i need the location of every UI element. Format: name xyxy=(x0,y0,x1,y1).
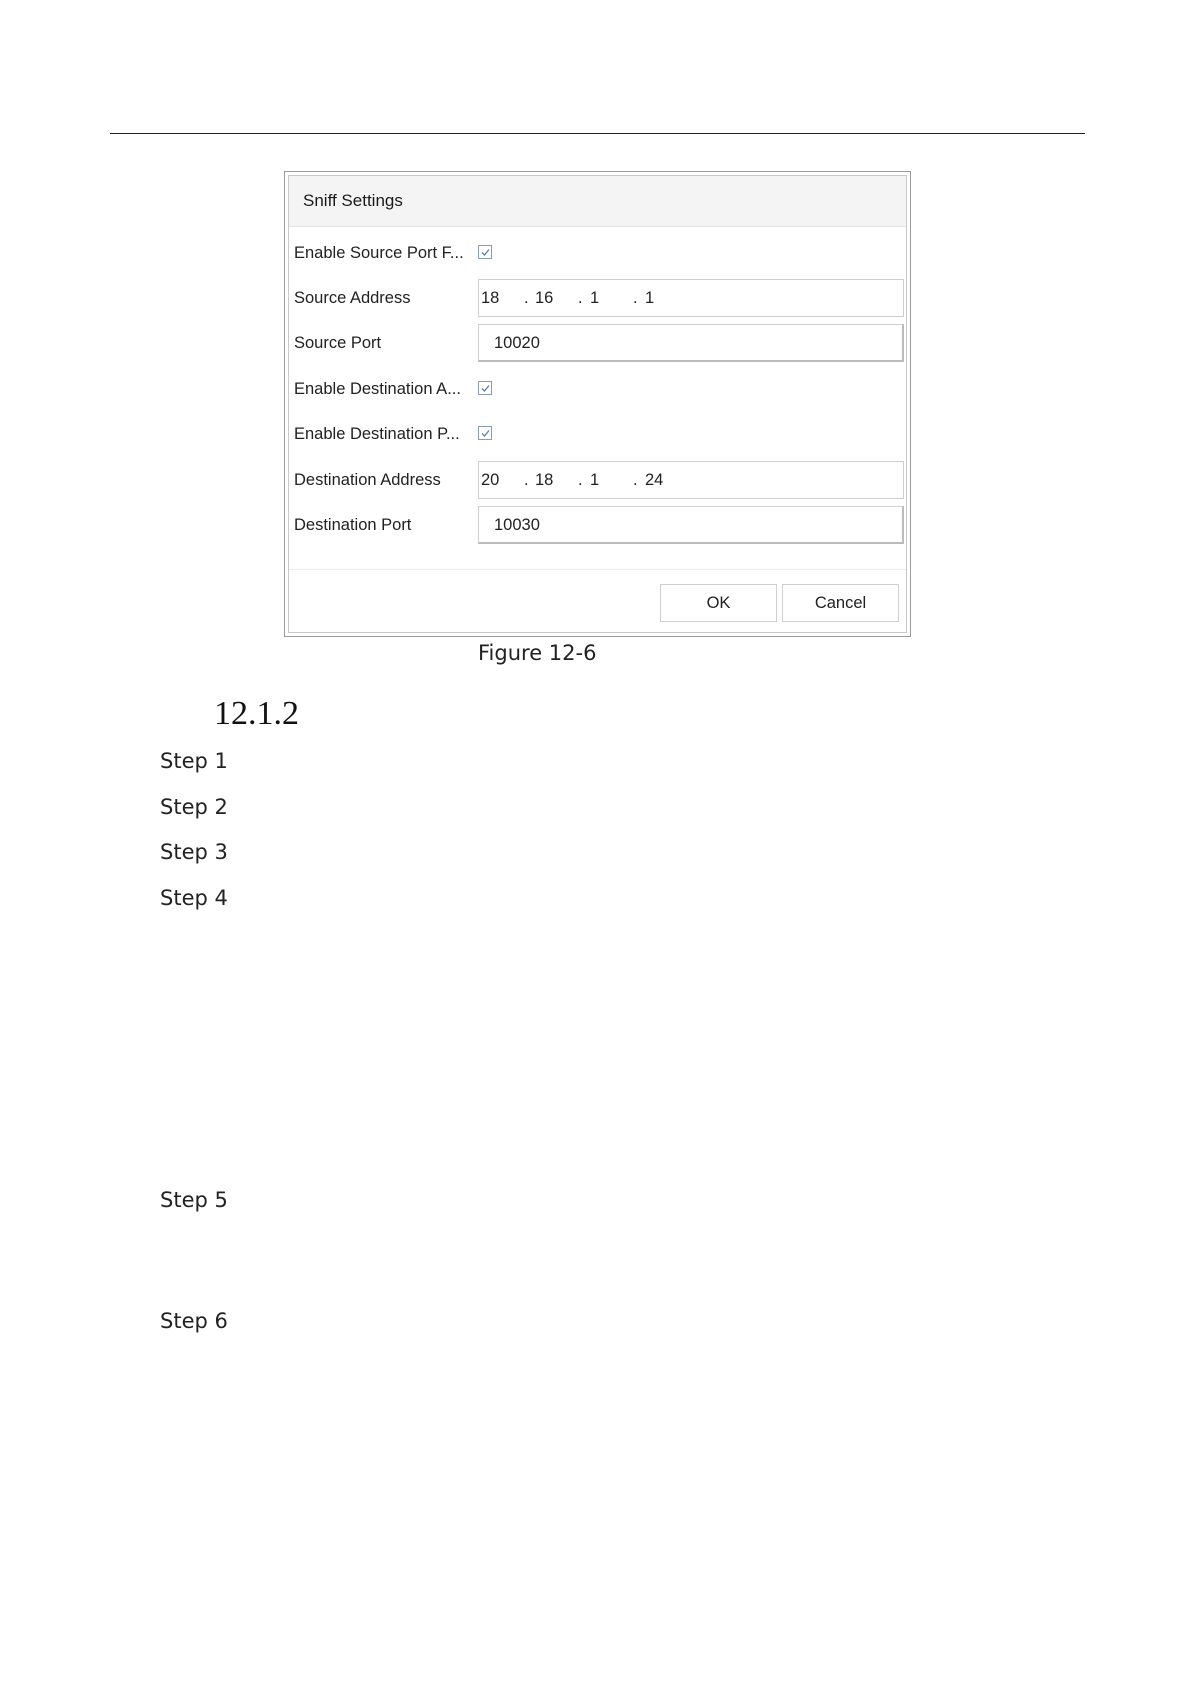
row-source-address xyxy=(289,278,906,318)
source-port-label: Source Port xyxy=(294,334,382,352)
step-label: Step 6 xyxy=(160,1309,228,1333)
step-label: Step 5 xyxy=(160,1188,228,1212)
enable-destination-port-label: Enable Destination P... xyxy=(294,425,460,443)
footer-divider xyxy=(289,569,906,570)
step-label: Step 3 xyxy=(160,840,228,864)
enable-destination-address-label: Enable Destination A... xyxy=(294,380,461,398)
ip-octet-1[interactable]: 18 xyxy=(481,289,500,307)
enable-source-port-label: Enable Source Port F... xyxy=(294,244,464,262)
ip-dot: . xyxy=(578,289,583,307)
step-label: Step 2 xyxy=(160,795,228,819)
destination-port-label: Destination Port xyxy=(294,516,412,534)
destination-address-input[interactable] xyxy=(478,461,904,499)
source-address-label: Source Address xyxy=(294,289,411,307)
step-label: Step 4 xyxy=(160,886,228,910)
row-enable-source-port xyxy=(289,233,906,273)
section-number: 12.1.2 xyxy=(214,695,299,732)
check-icon xyxy=(480,428,491,439)
ip-dot: . xyxy=(633,289,638,307)
sniff-settings-dialog xyxy=(288,175,907,633)
source-address-input[interactable] xyxy=(478,279,904,317)
destination-address-label: Destination Address xyxy=(294,471,441,489)
sniff-settings-figure xyxy=(284,171,911,637)
enable-destination-address-checkbox[interactable] xyxy=(478,381,492,395)
ip-octet-4[interactable]: 24 xyxy=(645,471,664,489)
header-rule xyxy=(110,133,1085,134)
ip-octet-2[interactable]: 16 xyxy=(535,289,554,307)
ip-dot: . xyxy=(578,471,583,489)
ip-octet-3[interactable]: 1 xyxy=(590,289,600,307)
enable-destination-port-checkbox[interactable] xyxy=(478,426,492,440)
row-enable-destination-port xyxy=(289,414,906,454)
check-icon xyxy=(480,383,491,394)
row-destination-address xyxy=(289,460,906,500)
ok-button[interactable]: OK xyxy=(660,584,777,622)
ip-dot: . xyxy=(524,289,529,307)
ip-octet-3[interactable]: 1 xyxy=(590,471,600,489)
enable-source-port-checkbox[interactable] xyxy=(478,245,492,259)
cancel-button[interactable]: Cancel xyxy=(782,584,899,622)
source-port-input[interactable]: 10020 xyxy=(478,324,904,362)
row-enable-destination-address xyxy=(289,369,906,409)
row-source-port xyxy=(289,323,906,363)
ip-octet-1[interactable]: 20 xyxy=(481,471,500,489)
check-icon xyxy=(480,247,491,258)
destination-port-input[interactable]: 10030 xyxy=(478,506,904,544)
ip-dot: . xyxy=(633,471,638,489)
ip-dot: . xyxy=(524,471,529,489)
row-destination-port xyxy=(289,505,906,545)
step-label: Step 1 xyxy=(160,749,228,773)
ip-octet-2[interactable]: 18 xyxy=(535,471,554,489)
dialog-title: Sniff Settings xyxy=(289,176,906,227)
ip-octet-4[interactable]: 1 xyxy=(645,289,655,307)
figure-caption: Figure 12-6 xyxy=(478,641,597,665)
